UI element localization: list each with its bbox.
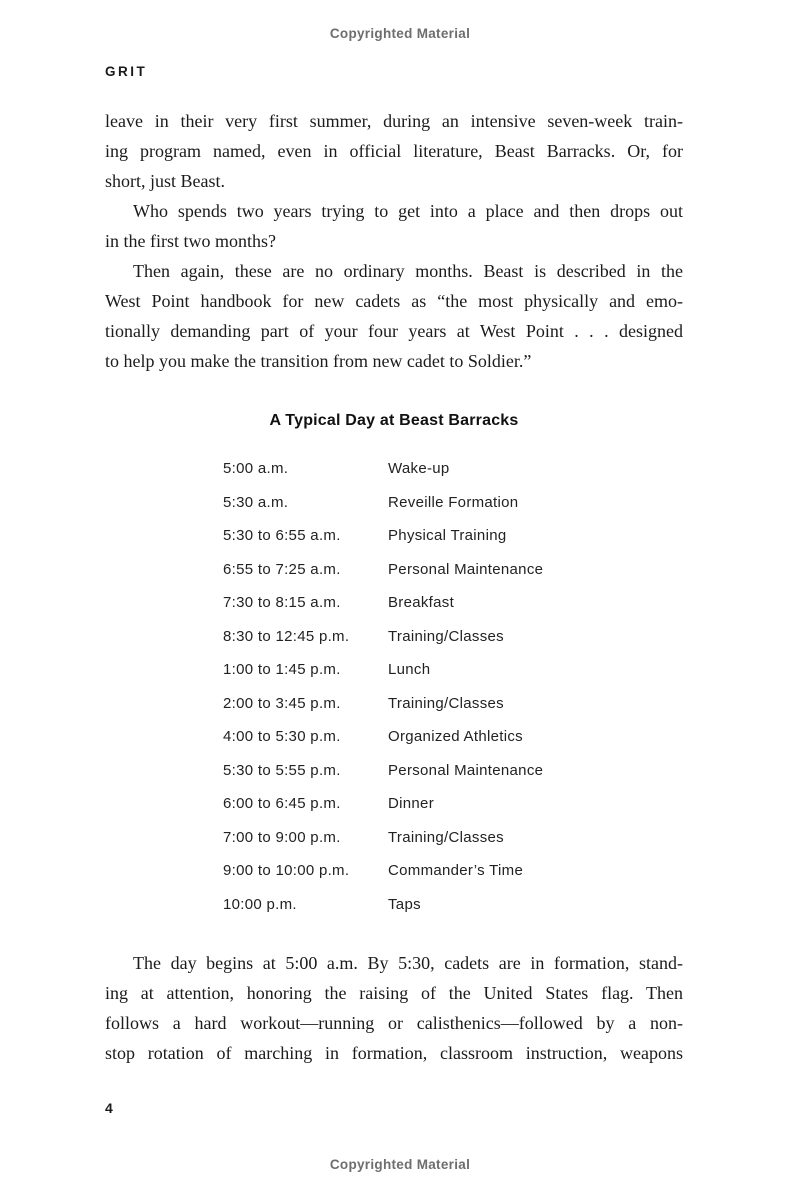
body-line: Who spends two years trying to get into a place and then drops out [133,201,683,221]
table-row [223,653,543,687]
schedule-time: 5:00 a.m. [223,460,289,478]
schedule-activity: Wake-up [388,460,450,478]
schedule-activity: Physical Training [388,527,507,545]
table-row [223,620,543,654]
body-line: in the first two months? [105,231,276,251]
body-line: The day begins at 5:00 a.m. By 5:30, cadets are in formation, stand- [133,953,683,973]
table-row [223,553,543,587]
schedule-time: 5:30 a.m. [223,493,289,511]
body-line: to help you make the transition from new cadet to Soldier.” [105,351,532,371]
body-line: ing program named, even in official literature, Beast Barracks. Or, for [105,141,683,161]
schedule-time: 6:00 to 6:45 p.m. [223,795,341,813]
schedule-activity: Commander’s Time [388,862,524,880]
body-line: follows a hard workout—running or calisthenics—followed by a non- [105,1013,683,1033]
body-line: West Point handbook for new cadets as “the most physically and emo- [105,291,683,311]
schedule-activity: Personal Maintenance [388,560,544,578]
schedule-table [223,452,543,921]
schedule-time: 10:00 p.m. [223,895,297,913]
schedule-activity: Taps [388,895,421,913]
table-row [223,720,543,754]
schedule-activity: Training/Classes [388,627,504,645]
schedule-activity: Organized Athletics [388,728,523,746]
table-row [223,586,543,620]
schedule-title: A Typical Day at Beast Barracks [269,412,519,429]
schedule-activity: Reveille Formation [388,493,519,511]
body-line: tionally demanding part of your four years at West Point . . . designed [105,321,683,341]
body-line: stop rotation of marching in formation, classroom instruction, weapons [105,1043,683,1063]
schedule-activity: Lunch [388,661,431,679]
schedule-time: 8:30 to 12:45 p.m. [223,627,350,645]
schedule-activity: Dinner [388,795,434,813]
schedule-activity: Training/Classes [388,694,504,712]
copyright-notice-top: Copyrighted Material [329,26,471,41]
schedule-activity: Training/Classes [388,828,504,846]
page-number: 4 [105,1100,113,1116]
body-line: ing at attention, honoring the raising of the United States flag. Then [105,983,683,1003]
table-row [223,821,543,855]
table-row [223,888,543,922]
table-row [223,854,543,888]
table-row [223,754,543,788]
schedule-activity: Breakfast [388,594,455,612]
schedule-time: 9:00 to 10:00 p.m. [223,862,350,880]
body-line: short, just Beast. [105,171,225,191]
schedule-time: 5:30 to 6:55 a.m. [223,527,341,545]
schedule-time: 6:55 to 7:25 a.m. [223,560,341,578]
schedule-activity: Personal Maintenance [388,761,544,779]
running-header: GRIT [105,64,148,79]
table-row [223,452,543,486]
table-row [223,486,543,520]
schedule-time: 5:30 to 5:55 p.m. [223,761,341,779]
schedule-time: 7:00 to 9:00 p.m. [223,828,341,846]
table-row [223,787,543,821]
schedule-time: 7:30 to 8:15 a.m. [223,594,341,612]
schedule-time: 4:00 to 5:30 p.m. [223,728,341,746]
schedule-time: 1:00 to 1:45 p.m. [223,661,341,679]
body-text-block [105,106,683,376]
body-line: leave in their very first summer, during an intensive seven-week train- [105,111,683,131]
body-line: Then again, these are no ordinary months. Beast is described in the [133,261,683,281]
table-row [223,519,543,553]
schedule-time: 2:00 to 3:45 p.m. [223,694,341,712]
table-row [223,687,543,721]
body-text-block [105,948,683,1068]
copyright-notice-bottom: Copyrighted Material [329,1157,471,1172]
